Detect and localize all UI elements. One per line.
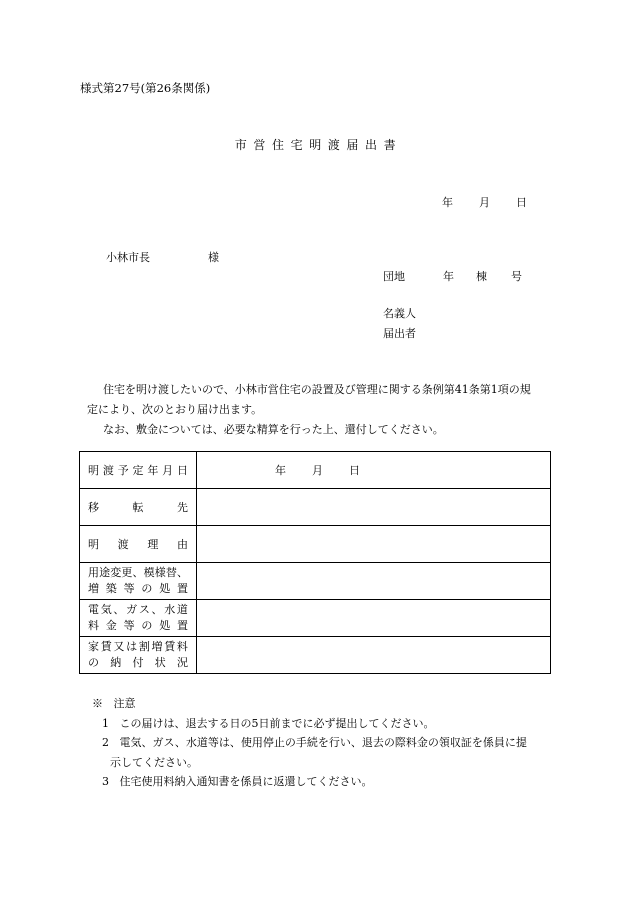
reference-mark-icon: ※ bbox=[92, 697, 103, 710]
destination-field[interactable] bbox=[197, 489, 551, 526]
paragraph-1-line-2: 定により、次のとおり届け出ます。 bbox=[87, 403, 263, 416]
room-label: 号 bbox=[511, 270, 522, 283]
rent-status-field[interactable] bbox=[197, 637, 551, 674]
note-item-2-continued: 示してください。 bbox=[110, 755, 198, 769]
table-row bbox=[80, 637, 551, 674]
document-title: 市営住宅明渡届出書 bbox=[234, 138, 403, 152]
utilities-field[interactable] bbox=[197, 600, 551, 637]
cell-day-label: 日 bbox=[349, 464, 360, 477]
table-row bbox=[80, 452, 551, 489]
danchi-year-label: 年 bbox=[443, 270, 454, 283]
notes-heading: ※ 注意 bbox=[92, 697, 136, 710]
notes-section bbox=[92, 694, 562, 792]
label-scheduled-date: 明 渡 予 定 年 月 日 bbox=[80, 452, 197, 489]
label-destination: 移 転 先 bbox=[80, 489, 197, 526]
vacating-form-table bbox=[79, 451, 551, 674]
danchi-row bbox=[383, 268, 522, 284]
paragraph-1-line-1: 住宅を明け渡したいので、小林市営住宅の設置及び管理に関する条例第41条第1項の規 bbox=[103, 383, 531, 396]
date-day-label: 日 bbox=[516, 196, 527, 209]
label-rent-status: 家 賃 又 は 割 増 賃 料 の 納 付 状 況 bbox=[80, 637, 197, 674]
reason-field[interactable] bbox=[197, 526, 551, 563]
form-number: 様式第27号(第26条関係) bbox=[80, 81, 211, 95]
addressee-name: 小林市長 bbox=[106, 251, 150, 264]
danchi-label: 団地 bbox=[383, 270, 405, 283]
cell-year-label: 年 bbox=[275, 464, 286, 477]
note-item-1: 1 この届けは、退去する日の5日前までに必ず提出してください。 bbox=[102, 716, 435, 730]
label-utilities: 電 気 、 ガ ス 、 水 道 料 金 等 の 処 置 bbox=[80, 600, 197, 637]
alterations-field[interactable] bbox=[197, 563, 551, 600]
table-row bbox=[80, 526, 551, 563]
paragraph-2: なお、敷金については、必要な精算を行った上、還付してください。 bbox=[103, 423, 444, 436]
building-label: 棟 bbox=[476, 270, 487, 283]
body-text bbox=[87, 380, 557, 440]
label-alterations: 用 途 変 更 、 模 様 替 、 増 築 等 の 処 置 bbox=[80, 563, 197, 600]
submission-date bbox=[442, 194, 527, 210]
date-month-label: 月 bbox=[479, 196, 490, 209]
table-row bbox=[80, 563, 551, 600]
date-year-label: 年 bbox=[442, 196, 453, 209]
note-item-2: 2 電気、ガス、水道等は、使用停止の手続を行い、退去の際料金の領収証を係員に提 bbox=[102, 736, 527, 749]
nominee-label: 名義人 bbox=[383, 307, 416, 320]
addressee-suffix: 様 bbox=[208, 251, 219, 264]
filer-label: 届出者 bbox=[383, 327, 416, 340]
table-row bbox=[80, 600, 551, 637]
table-row bbox=[80, 489, 551, 526]
label-reason: 明 渡 理 由 bbox=[80, 526, 197, 563]
scheduled-date-field[interactable] bbox=[197, 452, 551, 489]
note-item-3: 3 住宅使用料納入通知書を係員に返還してください。 bbox=[102, 775, 373, 788]
cell-month-label: 月 bbox=[312, 464, 323, 477]
